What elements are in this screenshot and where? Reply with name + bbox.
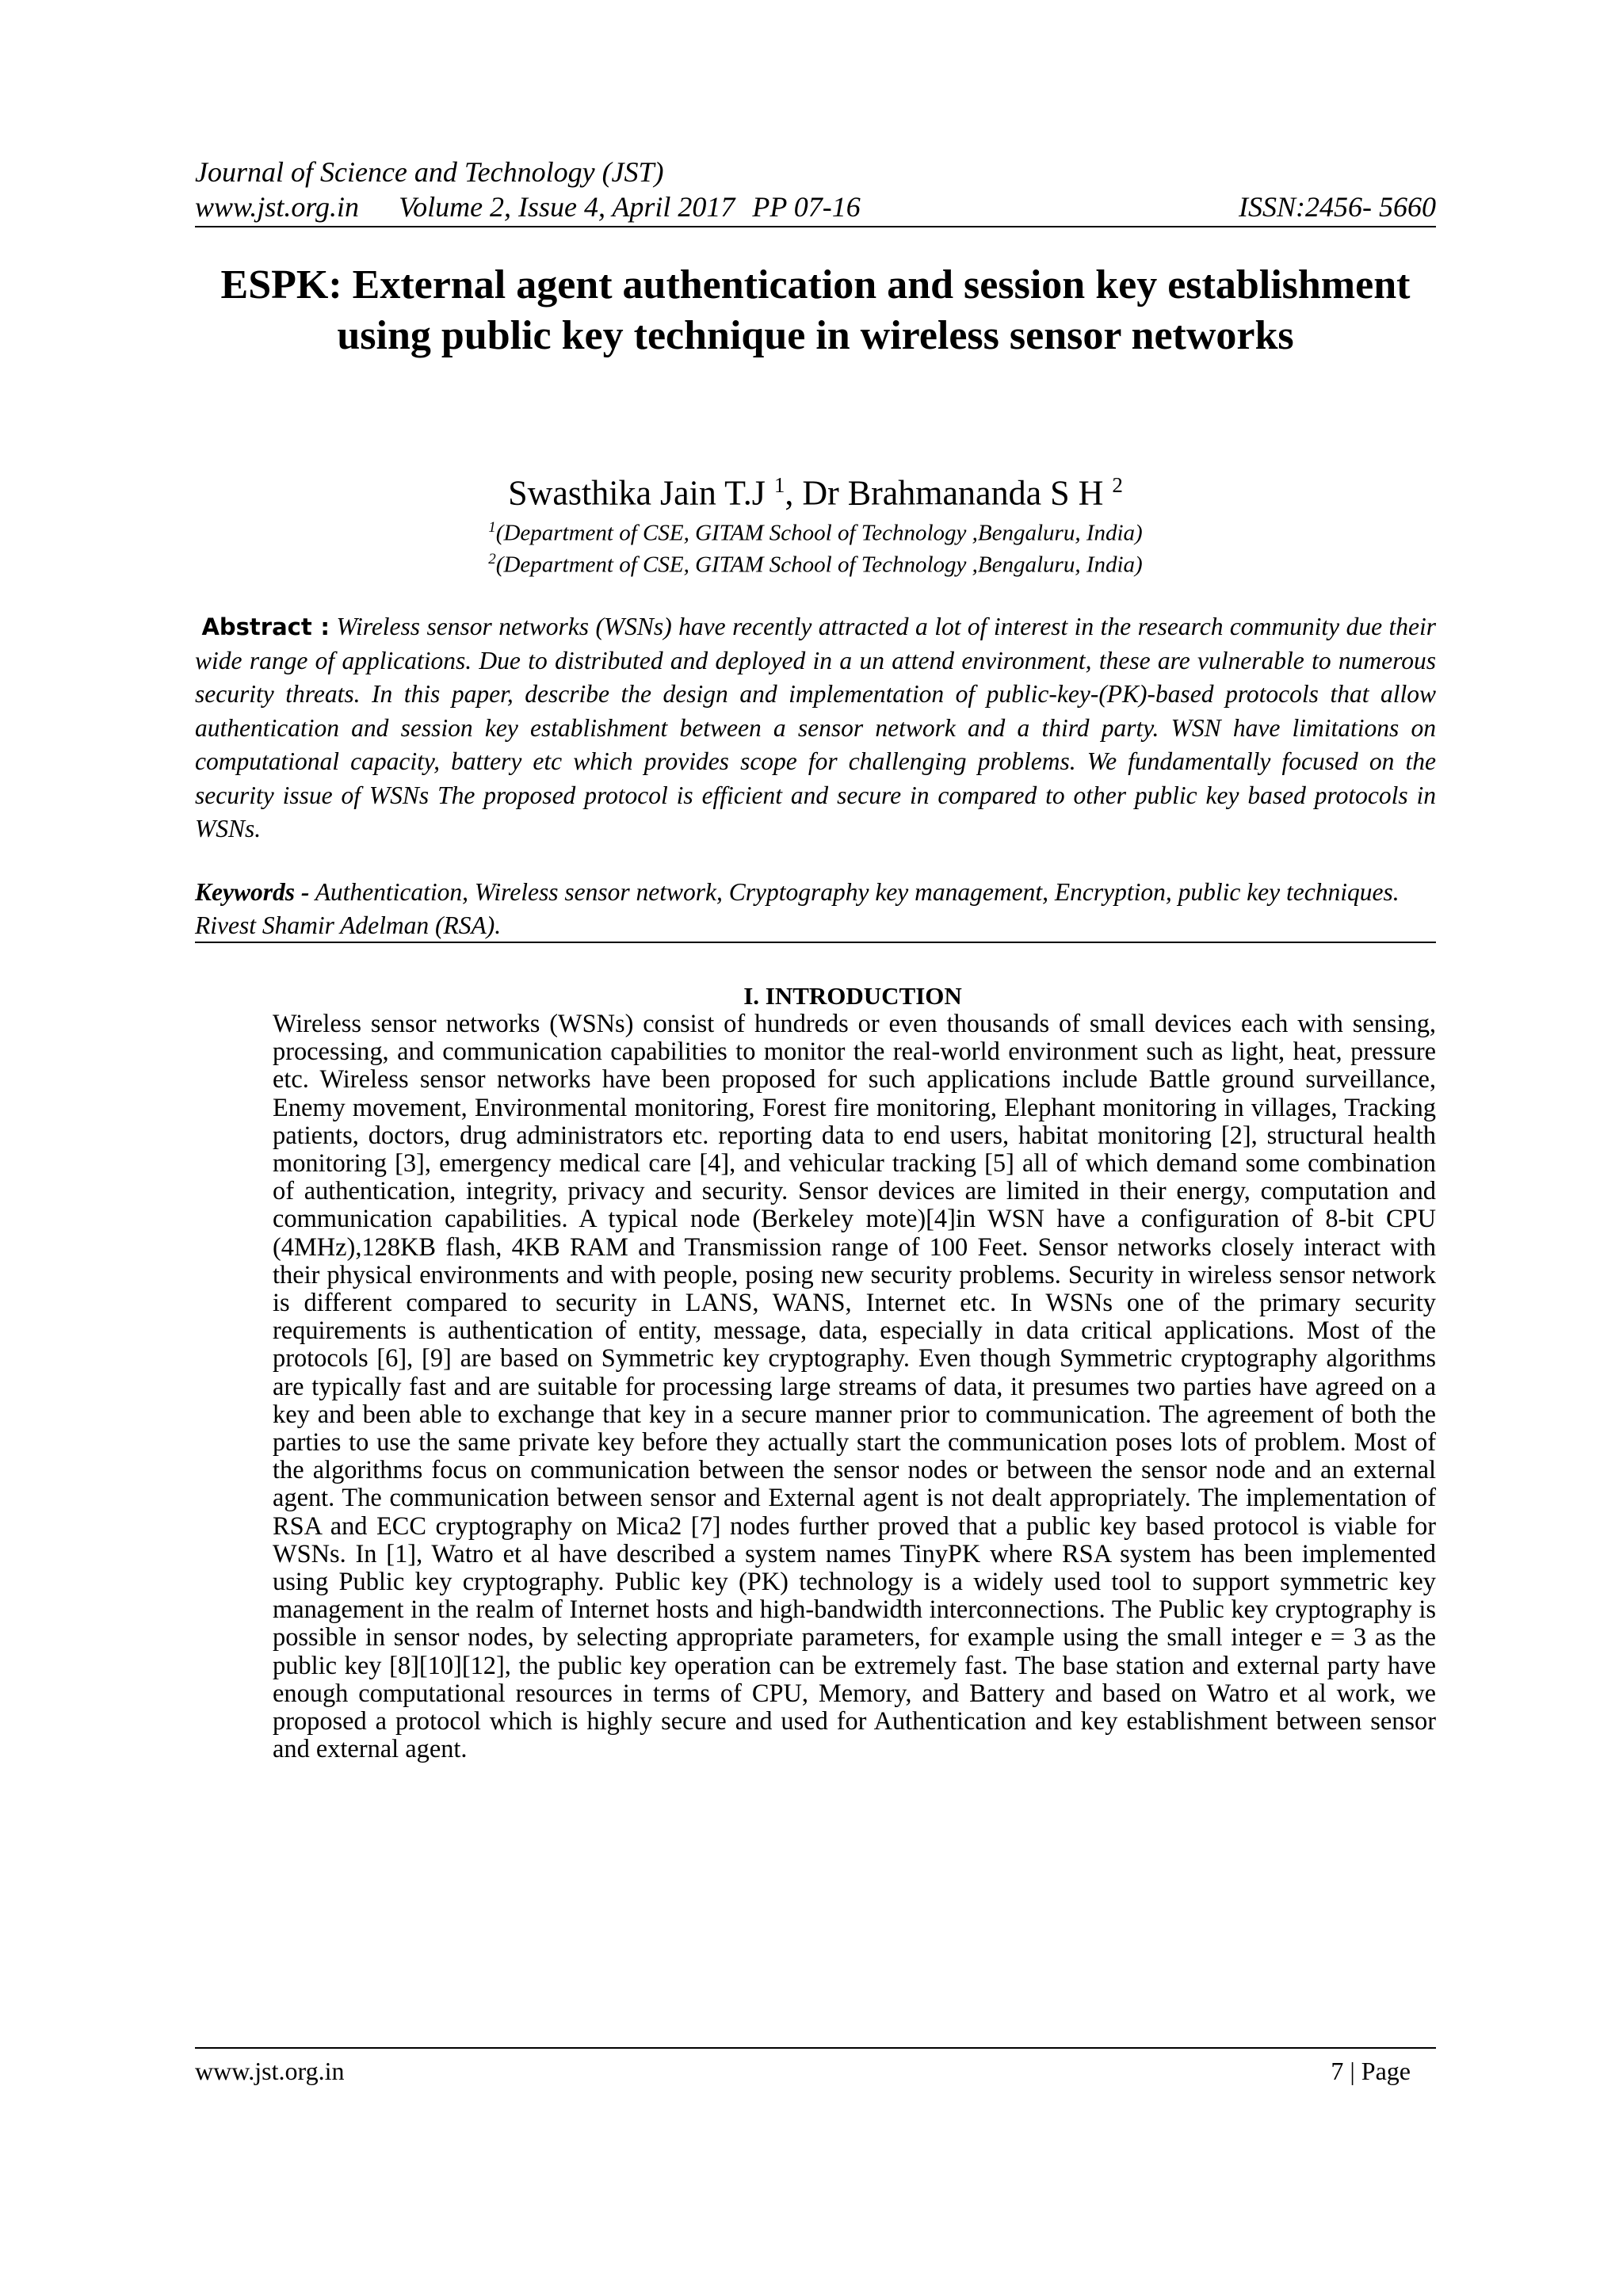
section-heading [269,980,1436,1012]
page-footer [195,2055,1411,2087]
journal-name: Journal of Science and Technology (JST) [195,156,664,188]
journal-meta-left [195,189,900,224]
header-rule [195,226,1436,227]
keywords-label: Keywords - [195,878,310,906]
affiliation-2 [195,545,1436,579]
affiliation-1 [195,514,1436,548]
author-1: Swasthika Jain T.J [508,473,766,513]
section-title-rest: NTRODUCTION [774,982,962,1010]
running-header [195,155,1436,224]
author-list [195,464,1436,515]
keywords-rule [195,942,1436,943]
abstract-label: Abstract : [201,613,330,640]
section-body: Wireless sensor networks (WSNs) consist of hundreds or even thousands of small devices each with sensing, processing, and communication capabilities to monitor the real-world environment such as light, heat, pressure etc. Wireless sensor networks have been proposed for such applications include Battle ground surveillance, Enemy movement, Environmental monitoring, Forest fire monitoring, Elephant monitoring in villages, Tracking patients, doctors, drug administrators etc. reporting data to end users, habitat monitoring [2], structural health monitoring [3], emergency medical care [4], and vehicular tracking [5] all of which demand some combination of authentication, integrity, privacy and security. Sensor devices are limited in their energy, computation and communication capabilities. A typical node (Berkeley mote)[4]in WSN have a configuration of 8-bit CPU (4MHz),128KB flash, 4KB RAM and Transmission range of 100 Feet. Sensor networks closely interact with their physical environments and with people, posing new security problems. Security in wireless sensor network is different compared to security in LANS, WANS, Internet etc. In WSNs one of the primary security requirements is authentication of entity, message, data, especially in data critical applications. Most of the protocols [6], [9] are based on Symmetric key cryptography. Even though Symmetric cryptography algorithms are typically fast and are suitable for processing large streams of data, it presumes two parties have agreed on a key and been able to exchange that key in a secure manner prior to communication. The agreement of both the parties to use the same private key before they actually start the communication poses lots of problem. Most of the algorithms focus on communication between the sensor nodes or between the sensor node and an external agent. The communication between sensor and External agent is not dealt appropriately. The implementation of RSA and ECC cryptography on Mica2 [7] nodes further proved that a public key based protocol is viable for WSNs. In [1], Watro et al have described a system names TinyPK where RSA system has been implemented using Public key cryptography. Public key (PK) technology is a widely used tool to support symmetric key management in the realm of Internet hosts and high-bandwidth interconnections. The Public key cryptography is possible in sensor nodes, by selecting appropriate parameters, for example using the small integer e = 3 as the public key [8][10][12], the public key operation can be extremely fast. The base station and external party have enough computational resources in terms of CPU, Memory, and Battery and based on Watro et al work, we proposed a protocol which is highly secure and used for Authentication and key establishment between sensor and external agent. [273,1010,1436,1764]
author-separator: , [785,473,803,513]
journal-website[interactable]: www.jst.org.in [195,191,360,223]
journal-issn: ISSN:2456- 5660 [1239,191,1436,223]
affiliation-1-sup: 1 [488,519,496,536]
journal-volume: Volume 2, Issue 4, April 2017 [399,191,735,223]
affiliation-2-text: (Department of CSE, GITAM School of Technology ,Bengaluru, India) [495,552,1143,578]
author-2-sup: 2 [1112,473,1123,497]
author-2: Dr Brahmananda S H [802,473,1104,513]
author-1-sup: 1 [773,473,785,497]
page-number: 7 | Page [1331,2057,1411,2085]
affiliation-2-sup: 2 [488,551,496,567]
keywords [195,876,1436,942]
affiliation-1-text: (Department of CSE, GITAM School of Technology ,Bengaluru, India) [495,520,1143,546]
keywords-text: Authentication, Wireless sensor network, Cryptography key management, Encryption, public key techniques. Rivest Shamir Adelman (RSA). [195,878,1400,939]
footer-website[interactable]: www.jst.org.in [195,2057,345,2085]
paper-title: ESPK: External agent authentication and session key establishment using public key technique in wireless sensor networks [220,262,1411,358]
abstract [195,610,1436,846]
journal-meta-row [195,189,1436,224]
section-number: I. I [743,982,775,1010]
footer-rule [195,2047,1436,2049]
abstract-text: Wireless sensor networks (WSNs) have recently attracted a lot of interest in the research community due their wide range of applications. Due to distributed and deployed in a un attend environment, these are vulnerable to numerous security threats. In this paper, describe the design and implementation of public-key-(PK)-based protocols that allow authentication and session key establishment between a sensor network and a third party. WSN have limitations on computational capacity, battery etc which provides scope for challenging problems. We fundamentally focused on the security issue of WSNs The proposed protocol is efficient and secure in compared to other public key based protocols in WSNs. [195,613,1437,842]
journal-pages: PP 07-16 [752,191,861,223]
